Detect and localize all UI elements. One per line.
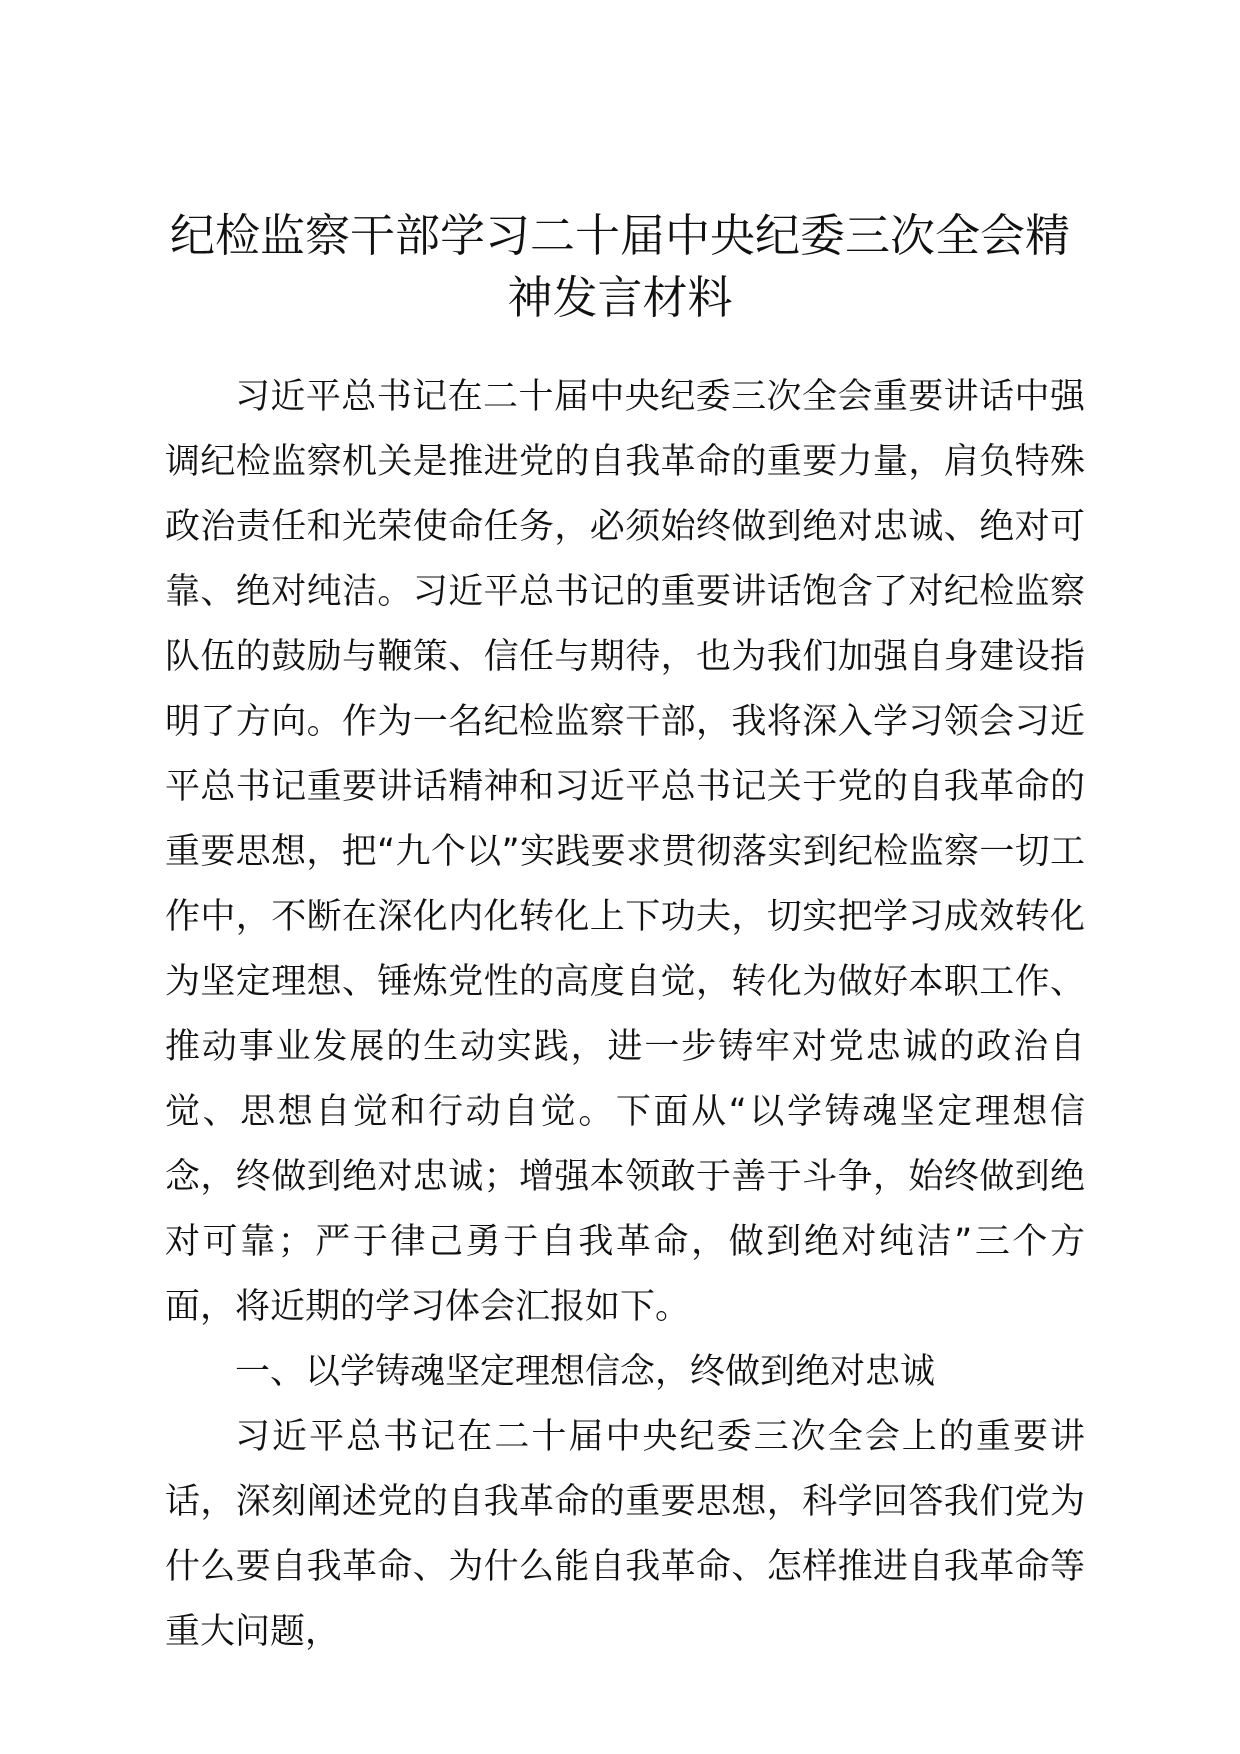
section-heading: 一、以学铸魂坚定理想信念，终做到绝对忠诚 — [235, 1352, 936, 1392]
intro-paragraph: 习近平总书记在二十届中央纪委三次全会重要讲话中强调纪检监察机关是推进党的自我革命的重要力量，肩负特殊政治责任和光荣使命任务，必须始终做到绝对忠诚、绝对可靠、绝对纯洁。习近平总书记的重要讲话饱含了对纪检监察队伍的鼓励与鞭策、信任与期待，也为我们加强自身建设指明了方向。作为一名纪检监察干部，我将深入学习领会习近平总书记重要讲话精神和习近平总书记关于党的自我革命的重要思想，把“九个以”实践要求贯彻落实到纪检监察一切工作中，不断在深化内化转化上下功夫，切实把学习成效转化为坚定理想、锤炼党性的高度自觉，转化为做好本职工作、推动事业发展的生动实践，进一步铸牢对党忠诚的政治自觉、思想自觉和行动自觉。下面从“以学铸魂坚定理想信念，终做到绝对忠诚；增强本领敢于善于斗争，始终做到绝对可靠；严于律己勇于自我革命，做到绝对纯洁”三个方面，将近期的学习体会汇报如下。 — [165, 377, 1085, 1327]
document-title: 纪检监察干部学习二十届中央纪委三次全会精神发言材料 — [169, 209, 1070, 324]
document-body — [165, 365, 1085, 1665]
section-paragraph: 习近平总书记在二十届中央纪委三次全会上的重要讲话，深刻阐述党的自我革命的重要思想，科学回答我们党为什么要自我革命、为什么能自我革命、怎样推进自我革命等重大问题， — [165, 1417, 1085, 1652]
